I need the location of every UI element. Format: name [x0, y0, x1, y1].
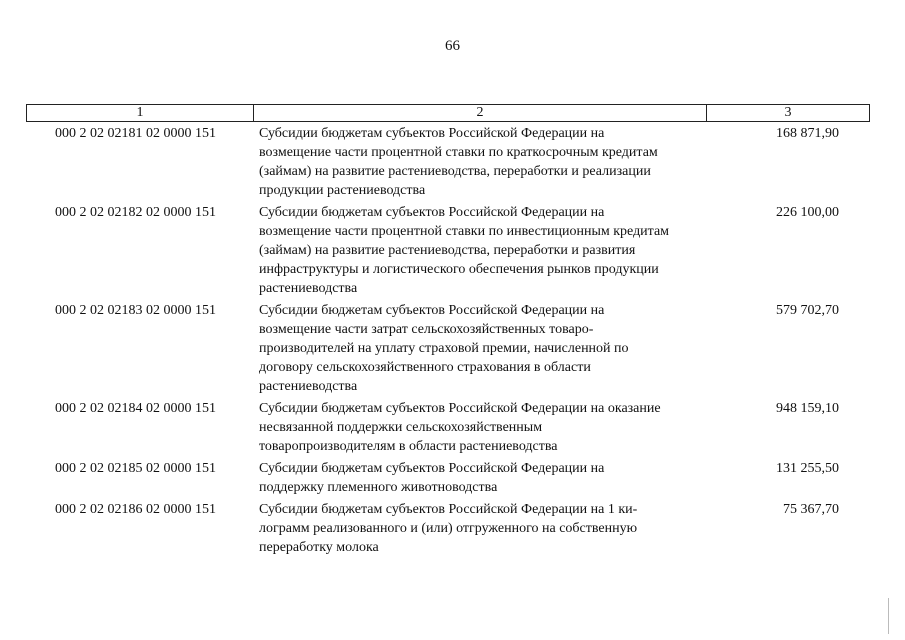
description	[259, 399, 707, 459]
description-line: переработку молока	[259, 540, 379, 555]
description-line: Субсидии бюджетам субъектов Российской Федерации на	[259, 205, 605, 220]
amount: 948 159,10	[776, 401, 839, 416]
table-row	[0, 124, 905, 203]
description-line: (займам) на развитие растениеводства, переработки и реализации	[259, 164, 651, 179]
description-line: Субсидии бюджетам субъектов Российской Федерации на	[259, 461, 605, 476]
budget-code: 000 2 02 02185 02 0000 151	[55, 461, 216, 476]
description-line: продукции растениеводства	[259, 183, 426, 198]
description-line: товаропроизводителям в области растениеводства	[259, 439, 558, 454]
page-number: 66	[445, 38, 460, 54]
header-col-1: 1	[26, 104, 254, 122]
description	[259, 203, 707, 301]
header-col-3: 3	[706, 104, 870, 122]
description-line: (займам) на развитие растениеводства, переработки и развития	[259, 243, 636, 258]
description-line: поддержку племенного животноводства	[259, 480, 498, 495]
description-line: несвязанной поддержки сельскохозяйственным	[259, 420, 543, 435]
budget-code: 000 2 02 02184 02 0000 151	[55, 401, 216, 416]
description-line: Субсидии бюджетам субъектов Российской Федерации на 1 ки-	[259, 502, 638, 517]
description	[259, 124, 707, 203]
description-line: лограмм реализованного и (или) отгруженного на собственную	[259, 521, 638, 536]
table-row	[0, 301, 905, 399]
description-line: инфраструктуры и логистического обеспечения рынков продукции	[259, 262, 659, 277]
description	[259, 301, 707, 399]
budget-code: 000 2 02 02181 02 0000 151	[55, 126, 216, 141]
description	[259, 500, 707, 560]
table-row	[0, 459, 905, 500]
description-line: договору сельскохозяйственного страхования в области	[259, 360, 591, 375]
description	[259, 459, 707, 500]
amount: 75 367,70	[783, 502, 839, 517]
table-row	[0, 203, 905, 301]
table-body	[0, 124, 905, 560]
scan-edge-mark	[888, 598, 889, 634]
table-row	[0, 500, 905, 560]
amount: 131 255,50	[776, 461, 839, 476]
description-line: растениеводства	[259, 379, 358, 394]
budget-code: 000 2 02 02182 02 0000 151	[55, 205, 216, 220]
description-line: возмещение части процентной ставки по инвестиционным кредитам	[259, 224, 670, 239]
description-line: Субсидии бюджетам субъектов Российской Федерации на оказание	[259, 401, 661, 416]
amount: 226 100,00	[776, 205, 839, 220]
description-line: растениеводства	[259, 281, 358, 296]
amount: 168 871,90	[776, 126, 839, 141]
budget-code: 000 2 02 02183 02 0000 151	[55, 303, 216, 318]
description-line: возмещение части процентной ставки по краткосрочным кредитам	[259, 145, 658, 160]
description-line: производителей на уплату страховой премии, начисленной по	[259, 341, 629, 356]
header-col-2: 2	[253, 104, 707, 122]
table-row	[0, 399, 905, 459]
budget-code: 000 2 02 02186 02 0000 151	[55, 502, 216, 517]
table-header	[26, 104, 870, 122]
amount: 579 702,70	[776, 303, 839, 318]
description-line: возмещение части затрат сельскохозяйственных товаро-	[259, 322, 594, 337]
description-line: Субсидии бюджетам субъектов Российской Федерации на	[259, 303, 605, 318]
description-line: Субсидии бюджетам субъектов Российской Федерации на	[259, 126, 605, 141]
